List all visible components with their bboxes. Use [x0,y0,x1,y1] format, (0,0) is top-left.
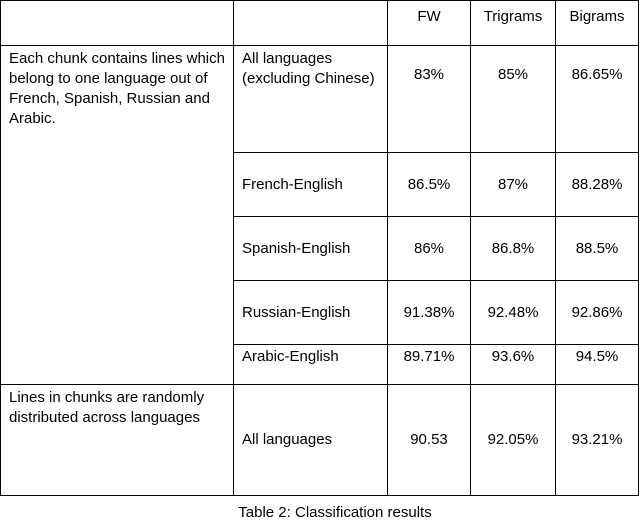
group-description: Each chunk contains lines which belong to one language out of French, Spanish, Russian and Arabic. [1,46,234,385]
fw-value: 89.71% [388,345,471,385]
row-label: Spanish-English [234,217,388,281]
table-caption: Table 2: Classification results [238,504,432,521]
bigrams-value: 93.21% [556,385,639,496]
bigrams-value: 88.5% [556,217,639,281]
header-row [1,1,639,46]
bigrams-value: 92.86% [556,281,639,345]
header-fw: FW [388,1,471,46]
row-label: Arabic-English [234,345,388,385]
bigrams-value: 88.28% [556,153,639,217]
fw-value: 86% [388,217,471,281]
trigrams-value: 92.05% [471,385,556,496]
trigrams-value: 86.8% [471,217,556,281]
trigrams-value: 93.6% [471,345,556,385]
table-row [1,385,639,496]
bigrams-value: 94.5% [556,345,639,385]
trigrams-value: 87% [471,153,556,217]
fw-value: 83% [388,46,471,153]
fw-value: 90.53 [388,385,471,496]
trigrams-value: 85% [471,46,556,153]
row-label: All languages (excluding Chinese) [234,46,388,153]
fw-value: 91.38% [388,281,471,345]
header-cell-empty-1 [1,1,234,46]
row-label: All languages [234,385,388,496]
fw-value: 86.5% [388,153,471,217]
table-row [1,46,639,153]
row-label: Russian-English [234,281,388,345]
bigrams-value: 86.65% [556,46,639,153]
row-label: French-English [234,153,388,217]
trigrams-value: 92.48% [471,281,556,345]
header-bigrams: Bigrams [556,1,639,46]
group-description: Lines in chunks are randomly distributed across languages [1,385,234,496]
header-cell-empty-2 [234,1,388,46]
header-trigrams: Trigrams [471,1,556,46]
